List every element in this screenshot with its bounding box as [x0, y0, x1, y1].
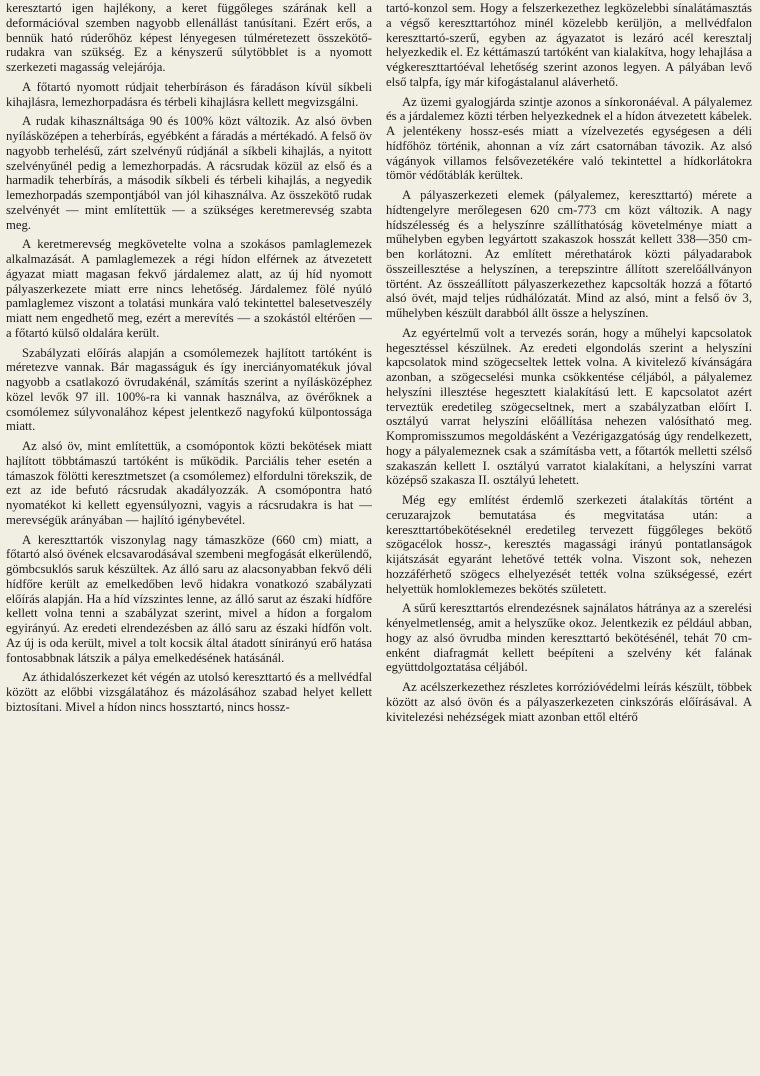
left-column	[6, 0, 372, 1076]
paragraph: Az acélszerkezethez részletes korrózióvédelmi leírás készült, többek között az alsó övön és a pályaszerkezeten cinkszórás előírásával. A kivitelezési nehézségek miatt azonban ettől eltérő	[386, 680, 752, 724]
paragraph: keresztartó igen hajlékony, a keret függőleges szárának kell a deformációval szemben nagyobb ellenállást tanúsítani. Ezért erős, a bennük ható rúderőhöz képest lényegesen túlméretezett összekötő-rudakra van szükség. Ez a kényszerű súlytöbblet is a nyomott szerkezeti magasság velejárója.	[6, 1, 372, 74]
right-column	[386, 0, 752, 1076]
paragraph: tartó-konzol sem. Hogy a felszerkezethez legközelebbi sínalátámasztás a végső kereszttartóhoz minél közelebb kerüljön, a mellvédfalon kereszttartó-szerű, egyben az ágyazatot is lezáró acél keresztalj helyezkedik el. Ez kéttámaszú tartóként van kialakítva, hogy lehajlása a végkereszttartóéval lehetőség szerint azonos legyen. A pályában levő első talpfa, így már kifogástalanul aláverhető.	[386, 1, 752, 89]
paragraph: A rudak kihasználtsága 90 és 100% közt változik. Az alsó övben nyílásközépen a teherbírás, egyébként a fáradás a mértékadó. A felső öv nagyobb terhelésű, zárt szelvényű rúdjánál a síkbeli kihajlás, a nyitott szelvényűnél pedig a lemezhorpadás. A rácsrudak közül az első és a harmadik teherbírás, a második síkbeli és térbeli kihajlás, a negyedik lemezhorpadás szempontjából van jól kihasználva. Az összekötő rudak szelvényét — mint említettük — a szükséges keretmerevség szabta meg.	[6, 114, 372, 232]
paragraph: A kereszttartók viszonylag nagy támaszköze (660 cm) miatt, a főtartó alsó övének elcsavarodásával szembeni megfogását elkerülendő, gömbcsuklós saruk készültek. Az álló saru az alacsonyabban fekvő déli hídfőre került az emelkedőben levő hidakra vonatkozó szabályzati előírás alapján. Ha a híd vízszintes lenne, az álló sarut az északi hídfőre kellett volna tenni a szabályzat szerint, mivel a hídon a forgalom egyirányú. Az eredeti elrendezésben az álló saru az északi hídfőn volt. Az új is oda került, mivel a tolt kocsik által átadott sínirányú erő hatása fontosabbnak látszik a pálya emelkedésének hatásánál.	[6, 532, 372, 665]
paragraph: Még egy említést érdemlő szerkezeti átalakítás történt a ceruzarajzok bemutatása és megvitatása után: a kereszttartóbekötéseknél eredetileg tervezett függőleges bekötő szögacélok hossz-, keresztés magassági irányú pontatlanságok kijátszását egyaránt lehetővé tették volna. Viszont sok, nehezen hozzáférhető szögecs elhelyezését tették volna szükségessé, ezért helyettük homloklemezes bekötés született.	[386, 493, 752, 596]
paragraph: A sűrű kereszttartós elrendezésnek sajnálatos hátránya az a szerelési kényelmetlenség, amit a helyszűke okoz. Jelentkezik ez például abban, hogy az alsó övrudba minden kereszttartó bekötésénél, tehát 70 cm-enként diafragmát kellett beépíteni a szelvény két falának együttdolgoztatása céljából.	[386, 601, 752, 675]
paragraph: Az alsó öv, mint említettük, a csomópontok közti bekötések miatt hajlított többtámaszú tartóként is működik. Parciális teher esetén a támaszok fölötti keresztmetszet (a csomólemez) elfordulni törekszik, de ezt az ide befutó rácsrudak akadályozzák. A csomópontra ható nyomatékot ki kellett egyensúlyozni, vagyis a rácsrudakra is hat — merevségük arányában — hajlító igénybevétel.	[6, 439, 372, 527]
paragraph: Az áthidalószerkezet két végén az utolsó kereszttartó és a mellvédfal között az előbbi vizsgálatához és mázolásához szabad helyet kellett biztosítani. Mivel a hídon nincs hossztartó, nincs hossz-	[6, 670, 372, 714]
paragraph: A főtartó nyomott rúdjait teherbíráson és fáradáson kívül síkbeli kihajlásra, lemezhorpadásra és térbeli kihajlásra kellett megvizsgálni.	[6, 79, 372, 109]
paragraph: A pályaszerkezeti elemek (pályalemez, kereszttartó) mérete a hídtengelyre merőlegesen 620 cm-773 cm közt változik. A nagy hídszélesség és a helyszínre szállíthatóság követelménye miatt a műhelyben egyben legyártott szakaszok hosszát kellett 338—350 cm-ben korlátozni. Az említett mérethatárok közti pályadarabok összeillesztése a helyszínen, a terepszintre állított szerelőállványon történt. Az összeállított pályaszerkezethez kapcsolták hozzá a főtartó alsó övét, majd teljes rúdhálózatát. Mind az alsó, mint a felső öv 3, műhelyben készült darabból állt össze a helyszínen.	[386, 188, 752, 320]
paragraph: Az egyértelmű volt a tervezés során, hogy a műhelyi kapcsolatok hegesztéssel készülnek. Az eredeti elgondolás szerint a helyszíni kapcsolatok mind szögecseltek lettek volna. A kivitelező kívánságára azonban, a szögecselési munka csökkentése céljából, a pályalemez helyszíni illesztése hegesztett kialakítású lett. E kapcsolatot azért terveztük eredetileg szögecseltnek, mert a szabályzatban előírt I. osztályú varrat helyszíni előállítása nehezen valósítható meg. Kompromisszumos megoldásként a Vezérigazgatóság úgy rendelkezett, hogy a pályalemeznek csak a számításba vett, a főtartók melletti szélső szakaszán kellett I. osztályú varratot kialakítani, a helyszíni varrat középső szakasza II. osztályú lehetett.	[386, 325, 752, 488]
paragraph: Szabályzati előírás alapján a csomólemezek hajlított tartóként is méretezve vannak. Bár magasságuk és így inerciányomatékuk jóval nagyobb a csatlakozó övrudakénál, számítás szerint a nyílásközéphez közel levők 97 ill. 100%-ra ki vannak használva, az övérőknek a csomólemez súlyvonalához képest jelentkező nagyfokú külpontossága miatt.	[6, 345, 372, 434]
paragraph: Az üzemi gyalogjárda szintje azonos a sínkoronáéval. A pályalemez és a járdalemez közti térben helyezkednek el a hídon átvezetett kábelek. A jelentékeny hossz-esés miatt a vízelvezetés egységesen a déli hídfőhöz történik, ahonnan a víz zárt csatornában távozik. Az alsó vágányok villamos felsővezetékére való tekintettel a hídkorlátokra tömör védőtáblák kerültek.	[386, 94, 752, 183]
paragraph: A keretmerevség megkövetelte volna a szokásos pamlaglemezek alkalmazását. A pamlaglemezek a régi hídon elférnek az átvezetett ágyazat miatt magasan fekvő járdalemez alatt, az új híd nyomott pályaszerkezete miatt erre nincs lehetőség. Járdalemez fölé nyúló pamlaglemez viszont a tolatási munkára való tekintettel balesetveszély miatt nem engedhető meg, ezért a merevítés — a szokástól eltérően — a főtartó külső oldalára került.	[6, 237, 372, 340]
